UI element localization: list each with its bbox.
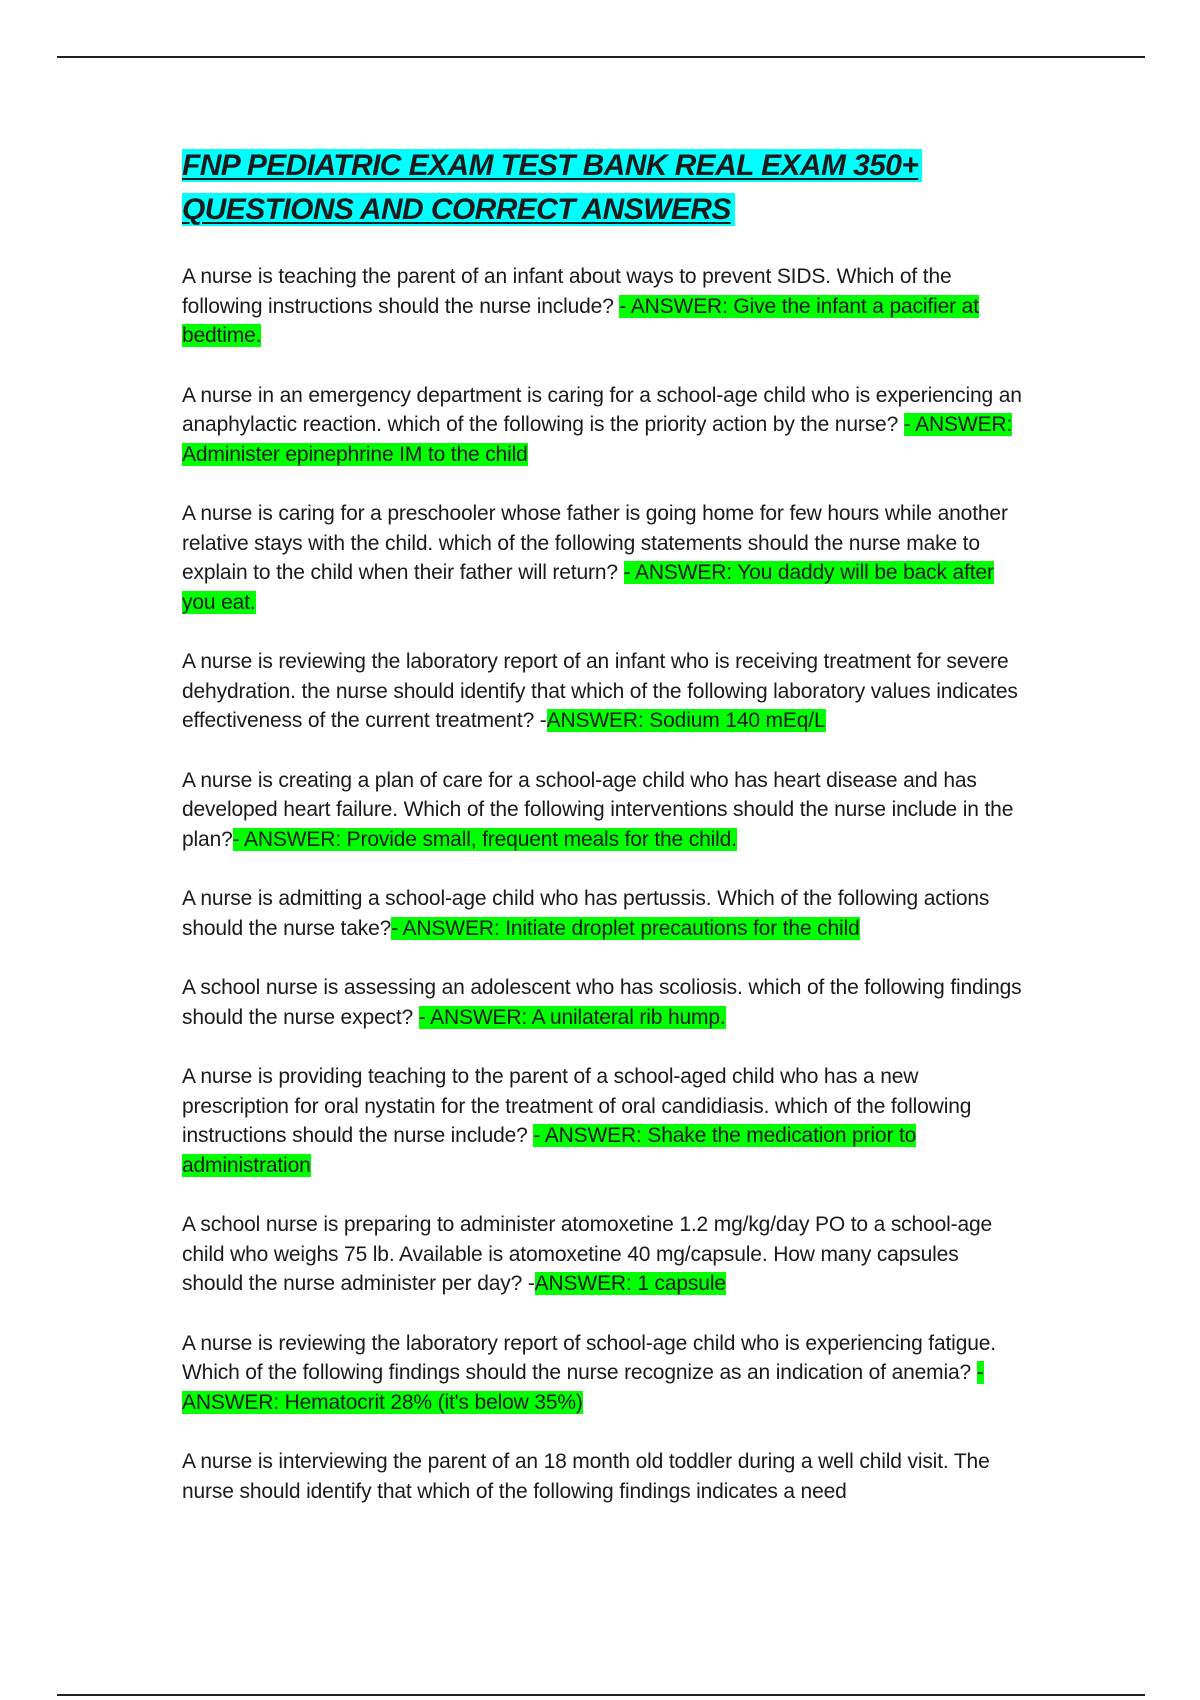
title-highlight (182, 149, 922, 226)
qa-item (182, 884, 1022, 943)
answer-highlight: - ANSWER: A unilateral rib hump. (418, 1005, 726, 1029)
question-text: A nurse is teaching the parent of an infant about ways to prevent SIDS. Which of the following instructions should the nurse include? (182, 265, 952, 318)
question-text: A nurse is caring for a preschooler whose father is going home for few hours while another relative stays with the child. which of the following statements should the nurse make to explain to the child when their father will return? (182, 502, 1008, 584)
question-text: A nurse is providing teaching to the parent of a school-aged child who has a new prescription for oral nystatin for the treatment of oral candidiasis. which of the following instructions should the nurse include? (182, 1065, 972, 1147)
question-text: A nurse is admitting a school-age child who has pertussis. Which of the following actions should the nurse take? (182, 887, 990, 940)
question-text: A nurse is reviewing the laboratory report of an infant who is receiving treatment for severe dehydration. the nurse should identify that which of the following laboratory values indicates effectiveness of the current treatment? - (182, 650, 1018, 732)
qa-item (182, 1447, 1022, 1506)
qa-item (182, 381, 1022, 470)
qa-item (182, 1210, 1022, 1299)
answer-highlight: ANSWER: Sodium 140 mEq/L (546, 709, 826, 732)
qa-item (182, 766, 1022, 855)
title-line-1: FNP PEDIATRIC EXAM TEST BANK REAL EXAM 350+ (182, 149, 919, 182)
document-title (182, 144, 1022, 232)
answer-highlight: - ANSWER: You daddy will be back after you eat. (182, 561, 994, 614)
question-text: A nurse is interviewing the parent of an 18 month old toddler during a well child visit. The nurse should identify that which of the following findings indicates a need (182, 1450, 990, 1503)
answer-highlight: - ANSWER: Give the infant a pacifier at bedtime. (182, 294, 979, 347)
title-line-2: QUESTIONS AND CORRECT ANSWERS (182, 193, 731, 226)
document-body (182, 144, 1022, 1536)
question-text: A nurse is creating a plan of care for a school-age child who has heart disease and has developed heart failure. Which of the following interventions should the nurse include in the plan? (182, 768, 1014, 851)
answer-highlight: - ANSWER: Hematocrit 28% (it's below 35%) (182, 1361, 984, 1414)
top-divider (57, 56, 1145, 58)
answer-highlight: - ANSWER: Administer epinephrine IM to the child (182, 413, 1013, 466)
question-text: A school nurse is preparing to administer atomoxetine 1.2 mg/kg/day PO to a school-age child who weighs 75 lb. Available is atomoxetine 40 mg/capsule. How many capsules should the nurse administer per day? - (182, 1213, 993, 1295)
answer-highlight: - ANSWER: Provide small, frequent meals for the child. (232, 827, 737, 851)
qa-item (182, 1329, 1022, 1418)
answer-highlight: - ANSWER: Initiate droplet precautions for the child (391, 916, 860, 940)
question-text: A school nurse is assessing an adolescent who has scoliosis. which of the following findings should the nurse expect? (182, 976, 1022, 1029)
qa-item (182, 973, 1022, 1032)
qa-item (182, 1062, 1022, 1180)
question-text: A nurse in an emergency department is caring for a school-age child who is experiencing an anaphylactic reaction. which of the following is the priority action by the nurse? (182, 383, 1022, 436)
qa-item (182, 647, 1022, 736)
question-text: A nurse is reviewing the laboratory report of school-age child who is experiencing fatigue. Which of the following findings should the nurse recognize as an indication of anemia? (182, 1331, 996, 1384)
answer-highlight: ANSWER: 1 capsule (534, 1272, 726, 1295)
qa-item (182, 499, 1022, 617)
qa-item (182, 262, 1022, 351)
bottom-divider (57, 1694, 1145, 1696)
answer-highlight: - ANSWER: Shake the medication prior to administration (182, 1124, 917, 1177)
